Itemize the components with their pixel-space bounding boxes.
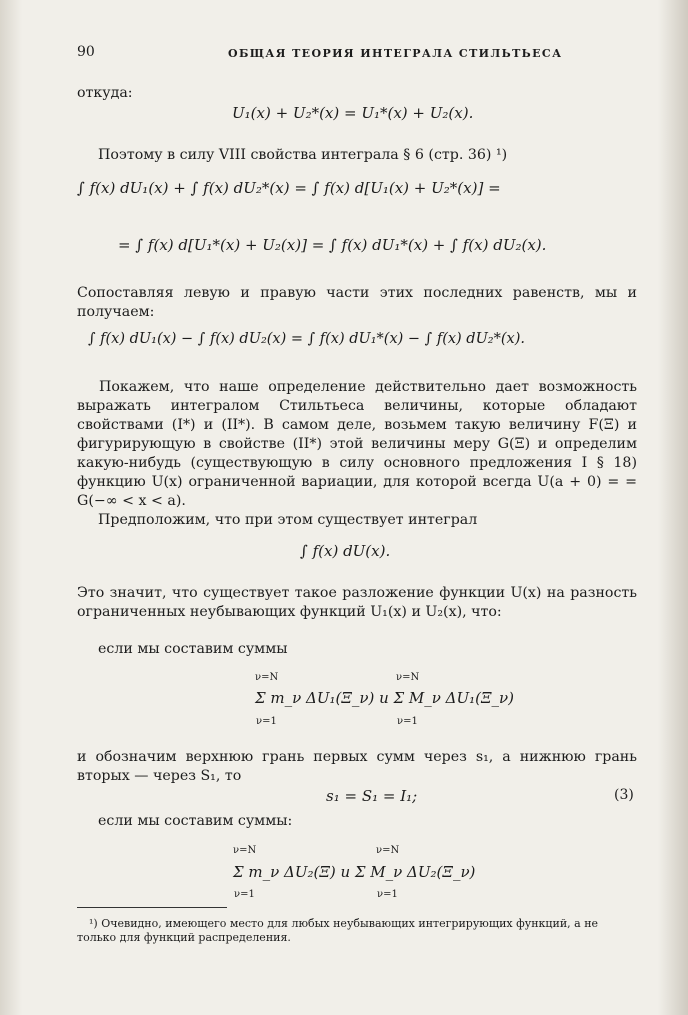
equation-4: ∫ f(x) dU(x).	[300, 542, 391, 560]
page-number: 90	[77, 44, 95, 60]
page-edge-shadow-right	[658, 0, 688, 1015]
footnote-rule	[77, 907, 227, 908]
sum-upper-limit-1: ν=N	[255, 672, 279, 683]
paragraph-i-oboznachim: и обозначим верхнюю грань первых сумм через s₁, а нижнюю грань вторых — через S₁, то	[77, 749, 637, 784]
paragraph-poetomu: Поэтому в силу VIII свойства интеграла § 6 (стр. 36) ¹)	[98, 147, 508, 163]
paragraph-predpolozhim: Предположим, что при этом существует интеграл	[98, 512, 478, 528]
sum-lower-limit-4: ν=1	[377, 889, 398, 900]
equation-3: ∫ f(x) dU₁(x) − ∫ f(x) dU₂(x) = ∫ f(x) dU₁*(x) − ∫ f(x) dU₂*(x).	[88, 331, 525, 347]
equation-2a: ∫ f(x) dU₁(x) + ∫ f(x) dU₂*(x) = ∫ f(x) d[U₁(x) + U₂*(x)] =	[77, 179, 501, 197]
sum-lower-limit-2: ν=1	[397, 716, 418, 727]
sum-upper-limit-2: ν=N	[396, 672, 420, 683]
footnote: ¹) Очевидно, имеющего место для любых неубывающих интегрирующих функций, а не только для функций распределения.	[77, 917, 599, 944]
sum-lower-limit-1: ν=1	[256, 716, 277, 727]
sum-upper-limit-4: ν=N	[376, 845, 400, 856]
equation-2b: = ∫ f(x) d[U₁*(x) + U₂(x)] = ∫ f(x) dU₁*(x) + ∫ f(x) dU₂(x).	[118, 236, 547, 254]
equation-7: Σ m_ν ΔU₂(Ξ) и Σ M_ν ΔU₂(Ξ_ν)	[233, 863, 476, 881]
paragraph-sopostavlyaya: Сопоставляя левую и правую части этих последних равенств, мы и получаем:	[77, 285, 637, 320]
sum-lower-limit-3: ν=1	[234, 889, 255, 900]
running-title: ОБЩАЯ ТЕОРИЯ ИНТЕГРАЛА СТИЛЬТЬЕСА	[228, 47, 563, 60]
equation-5: Σ m_ν ΔU₁(Ξ_ν) и Σ M_ν ΔU₁(Ξ_ν)	[255, 689, 515, 707]
sum-upper-limit-3: ν=N	[233, 845, 257, 856]
page-edge-shadow-left	[0, 0, 22, 1015]
paragraph-pokazhem: Покажем, что наше определение действительно дает возможность выражать интегралом Стильтьеса величины, которые обладают свойствами (I*) и (II*). В самом деле, возьмем такую величину F(Ξ) и фигурирующую в свойстве (II*) этой величины меру G(Ξ) и определим какую-нибудь (существующую в силу основного предложения I § 18) функцию U(x) ограниченной вариации, для которой всегда U(a + 0) = = G(−∞ < x < a).	[77, 379, 637, 509]
equation-1: U₁(x) + U₂*(x) = U₁*(x) + U₂(x).	[232, 104, 474, 122]
paragraph-esli-1: если мы составим суммы	[98, 641, 288, 657]
paragraph-eto: Это значит, что существует такое разложение функции U(x) на разность ограниченных неубывающих функций U₁(x) и U₂(x), что:	[77, 585, 637, 620]
equation-number: (3)	[614, 787, 634, 803]
paragraph-otkuda: откуда:	[77, 85, 133, 101]
paragraph-esli-2: если мы составим суммы:	[98, 813, 293, 829]
equation-6: s₁ = S₁ = I₁;	[326, 787, 418, 805]
